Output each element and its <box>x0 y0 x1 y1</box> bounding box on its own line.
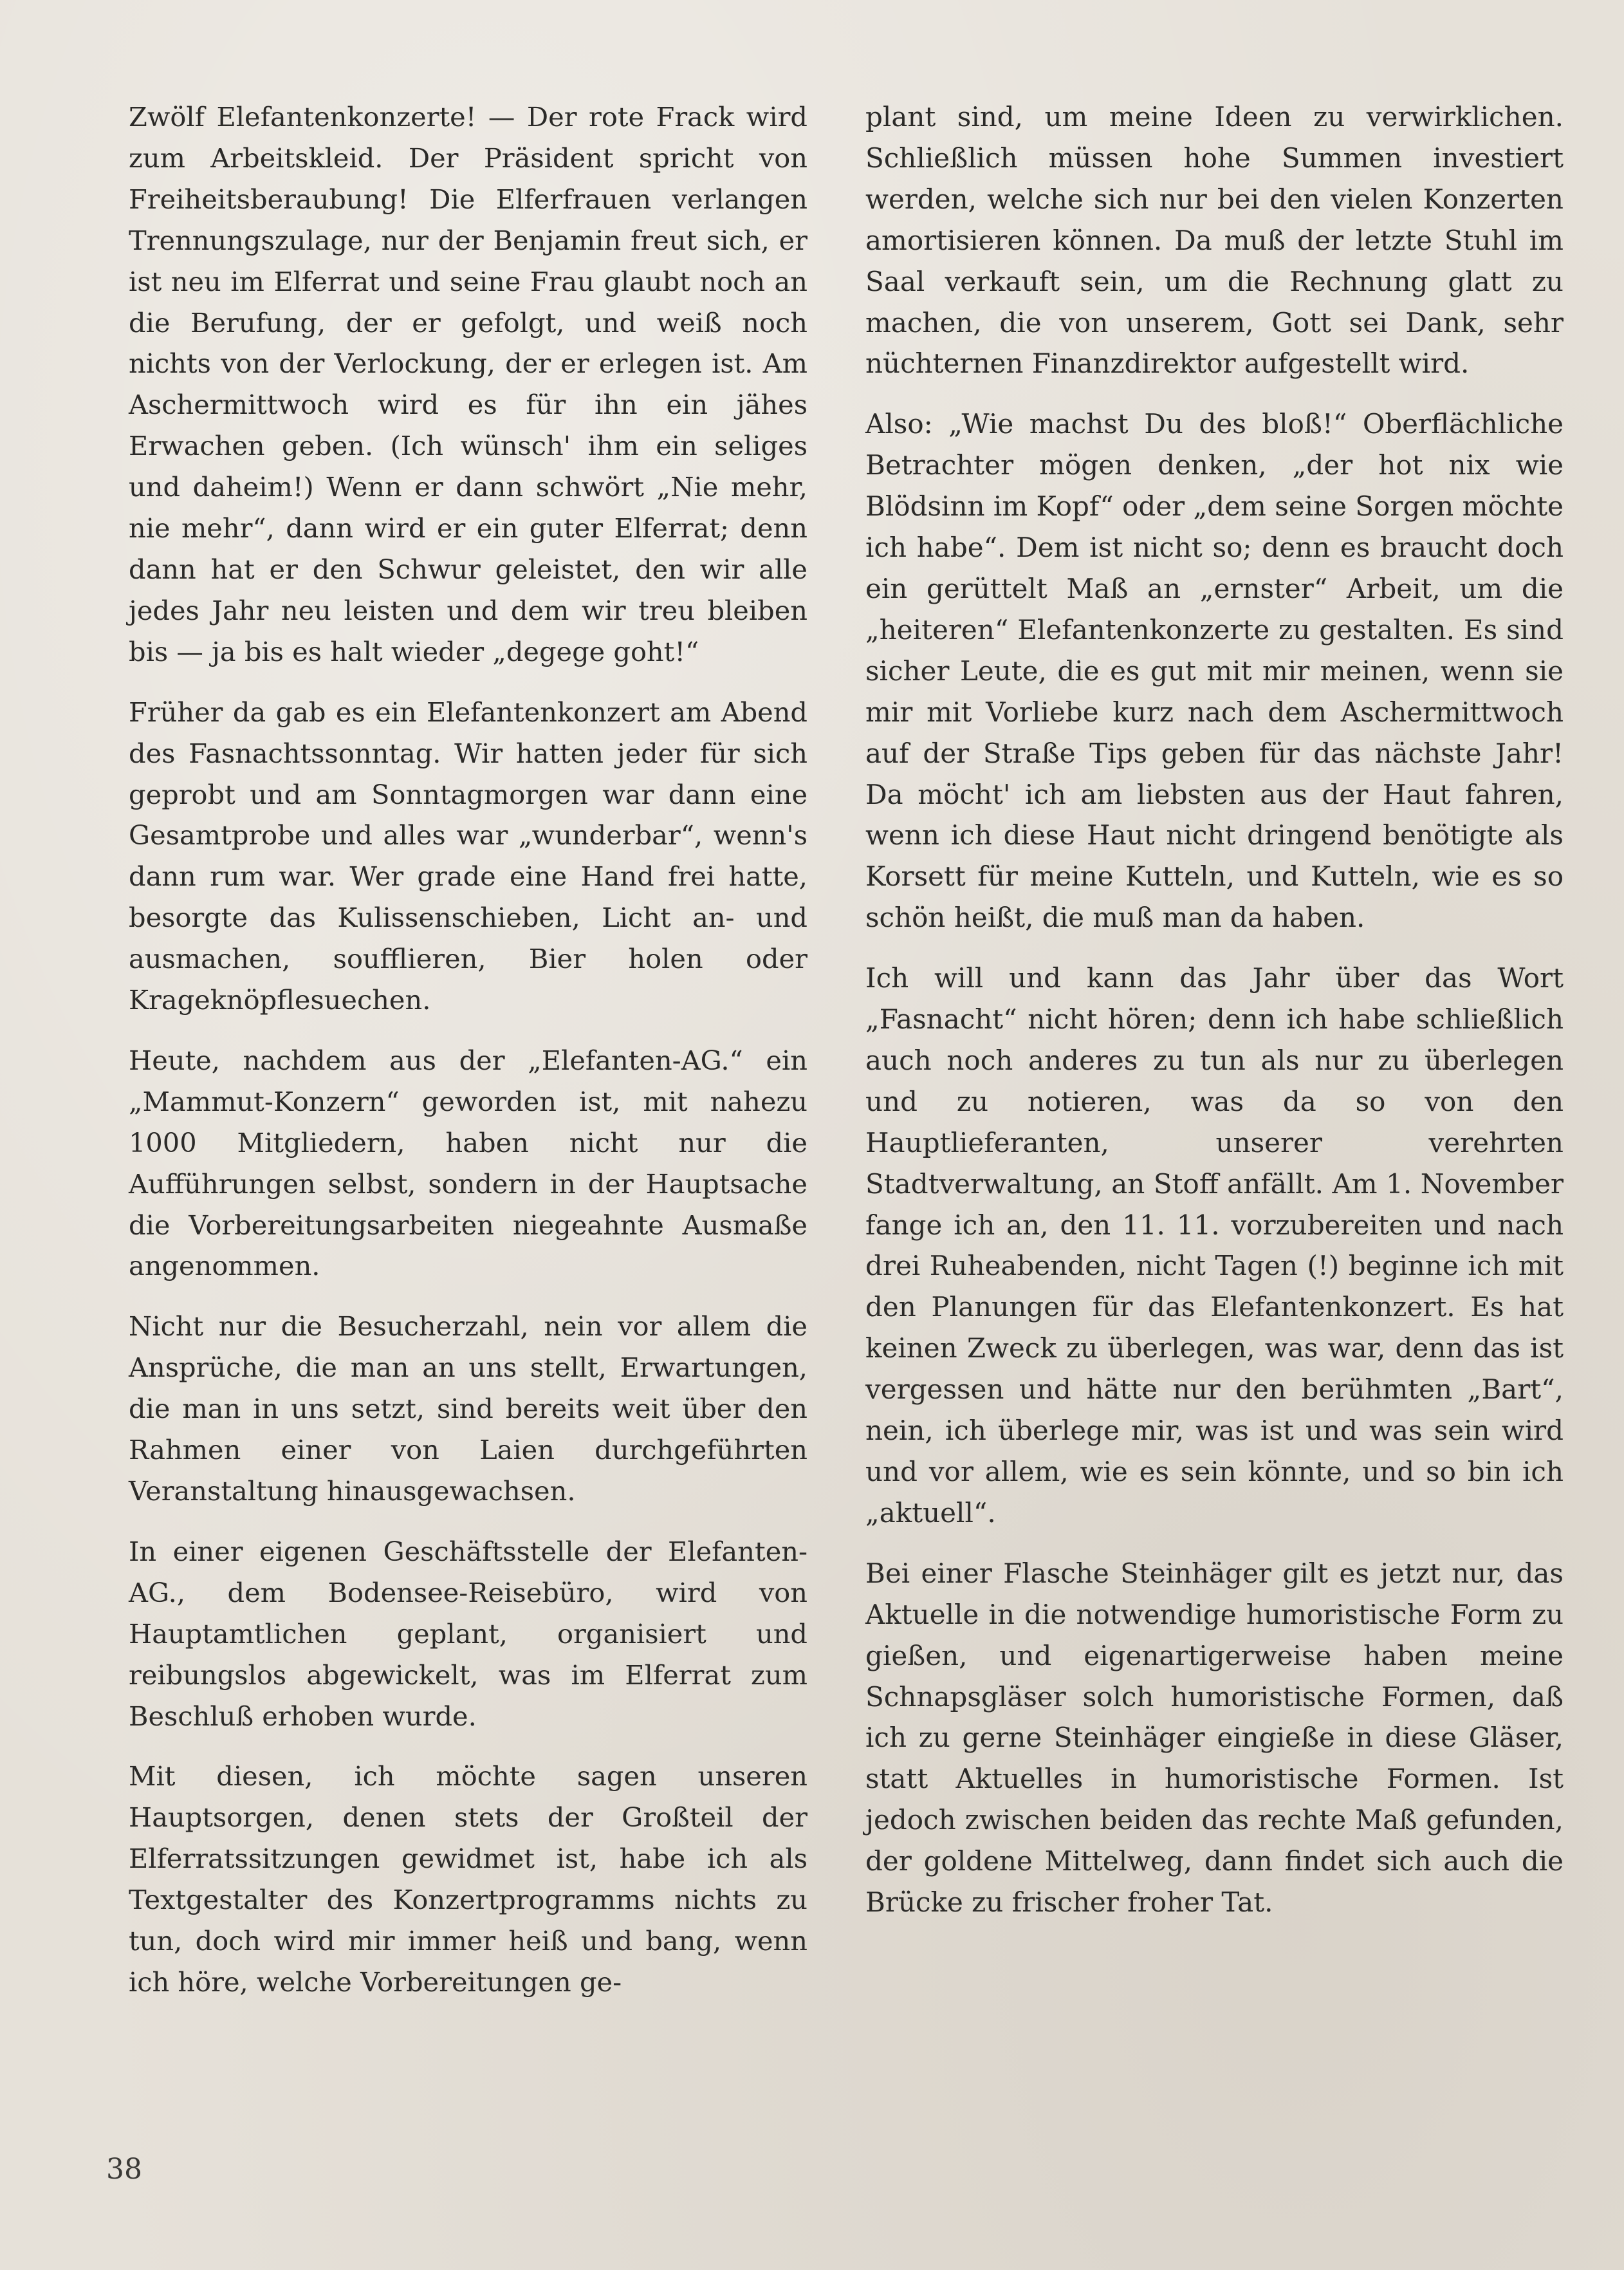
paragraph: plant sind, um meine Ideen zu verwirklichen. Schließlich müssen hohe Summen investiert werden, welche sich nur bei den vielen Konzerten amortisieren können. Da muß der letzte Stuhl im Saal verkauft sein, um die Rechnung glatt zu machen, die von unserem, Gott sei Dank, sehr nüchternen Finanzdirektor aufgestellt wird. <box>865 101 1564 380</box>
left-column <box>129 97 807 2022</box>
paragraph: Zwölf Elefantenkonzerte! — Der rote Frack wird zum Arbeitskleid. Der Präsident spricht von Freiheitsberaubung! Die Elferfrauen verlangen Trennungszulage, nur der Benjamin freut sich, er ist neu im Elferrat und seine Frau glaubt noch an die Berufung, der er gefolgt, und weiß noch nichts von der Verlockung, der er erlegen ist. Am Aschermittwoch wird es für ihn ein jähes Erwachen geben. (Ich wünsch' ihm ein seliges und daheim!) Wenn er dann schwört „Nie mehr, nie mehr“, dann wird er ein guter Elferrat; denn dann hat er den Schwur geleistet, den wir alle jedes Jahr neu leisten und dem wir treu bleiben bis — ja bis es halt wieder „degege goht!“ <box>129 101 807 667</box>
paragraph: Bei einer Flasche Steinhäger gilt es jetzt nur, das Aktuelle in die notwendige humoristische Form zu gießen, und eigenartigerweise haben meine Schnapsgläser solch humoristische Formen, daß ich zu gerne Steinhäger eingieße in diese Gläser, statt Aktuelles in humoristische Formen. Ist jedoch zwischen beiden das rechte Maß gefunden, der goldene Mittelweg, dann findet sich auch die Brücke zu frischer froher Tat. <box>865 1557 1564 1919</box>
page-number: 38 <box>106 2153 142 2186</box>
right-column <box>865 97 1564 1942</box>
paragraph: Mit diesen, ich möchte sagen unseren Hauptsorgen, denen stets der Großteil der Elferratssitzungen gewidmet ist, habe ich als Textgestalter des Konzertprogramms nichts zu tun, doch wird mir immer heiß und bang, wenn ich höre, welche Vorbereitungen ge- <box>129 1760 807 1998</box>
paragraph: In einer eigenen Geschäftsstelle der Elefanten-AG., dem Bodensee-Reisebüro, wird von Hauptamtlichen geplant, organisiert und reibungslos abgewickelt, was im Elferrat zum Beschluß erhoben wurde. <box>129 1535 807 1732</box>
paragraph: Nicht nur die Besucherzahl, nein vor allem die Ansprüche, die man an uns stellt, Erwartungen, die man in uns setzt, sind bereits weit über den Rahmen einer von Laien durchgeführten Veranstaltung hinausgewachsen. <box>129 1310 807 1507</box>
paragraph: Ich will und kann das Jahr über das Wort „Fasnacht“ nicht hören; denn ich habe schließlich auch noch anderes zu tun als nur zu überlegen und zu notieren, was da so von den Hauptlieferanten, unserer verehrten Stadtverwaltung, an Stoff anfällt. Am 1. November fange ich an, den 11. 11. vorzubereiten und nach drei Ruheabenden, nicht Tagen (!) beginne ich mit den Planungen für das Elefantenkonzert. Es hat keinen Zweck zu überlegen, was war, denn das ist vergessen und hätte nur den berühmten „Bart“, nein, ich überlege mir, was ist und was sein wird und vor allem, wie es sein könnte, und so bin ich „aktuell“. <box>865 962 1564 1529</box>
paragraph: Früher da gab es ein Elefantenkonzert am Abend des Fasnachtssonntag. Wir hatten jeder für sich geprobt und am Sonntagmorgen war dann eine Gesamtprobe und alles war „wunderbar“, wenn's dann rum war. Wer grade eine Hand frei hatte, besorgte das Kulissenschieben, Licht an- und ausmachen, soufflieren, Bier holen oder Krageknöpflesuechen. <box>129 696 807 1016</box>
paragraph: Heute, nachdem aus der „Elefanten-AG.“ ein „Mammut-Konzern“ geworden ist, mit nahezu 1000 Mitgliedern, haben nicht nur die Aufführungen selbst, sondern in der Hauptsache die Vorbereitungsarbeiten niegeahnte Ausmaße angenommen. <box>129 1044 807 1282</box>
paragraph: Also: „Wie machst Du des bloß!“ Oberflächliche Betrachter mögen denken, „der hot nix wie Blödsinn im Kopf“ oder „dem seine Sorgen möchte ich habe“. Dem ist nicht so; denn es braucht doch ein gerüttelt Maß an „ernster“ Arbeit, um die „heiteren“ Elefantenkonzerte zu gestalten. Es sind sicher Leute, die es gut mit mir meinen, wenn sie mir mit Vorliebe kurz nach dem Aschermittwoch auf der Straße Tips geben für das nächste Jahr! Da möcht' ich am liebsten aus der Haut fahren, wenn ich diese Haut nicht dringend benötigte als Korsett für meine Kutteln, und Kutteln, wie es so schön heißt, die muß man da haben. <box>865 408 1564 934</box>
